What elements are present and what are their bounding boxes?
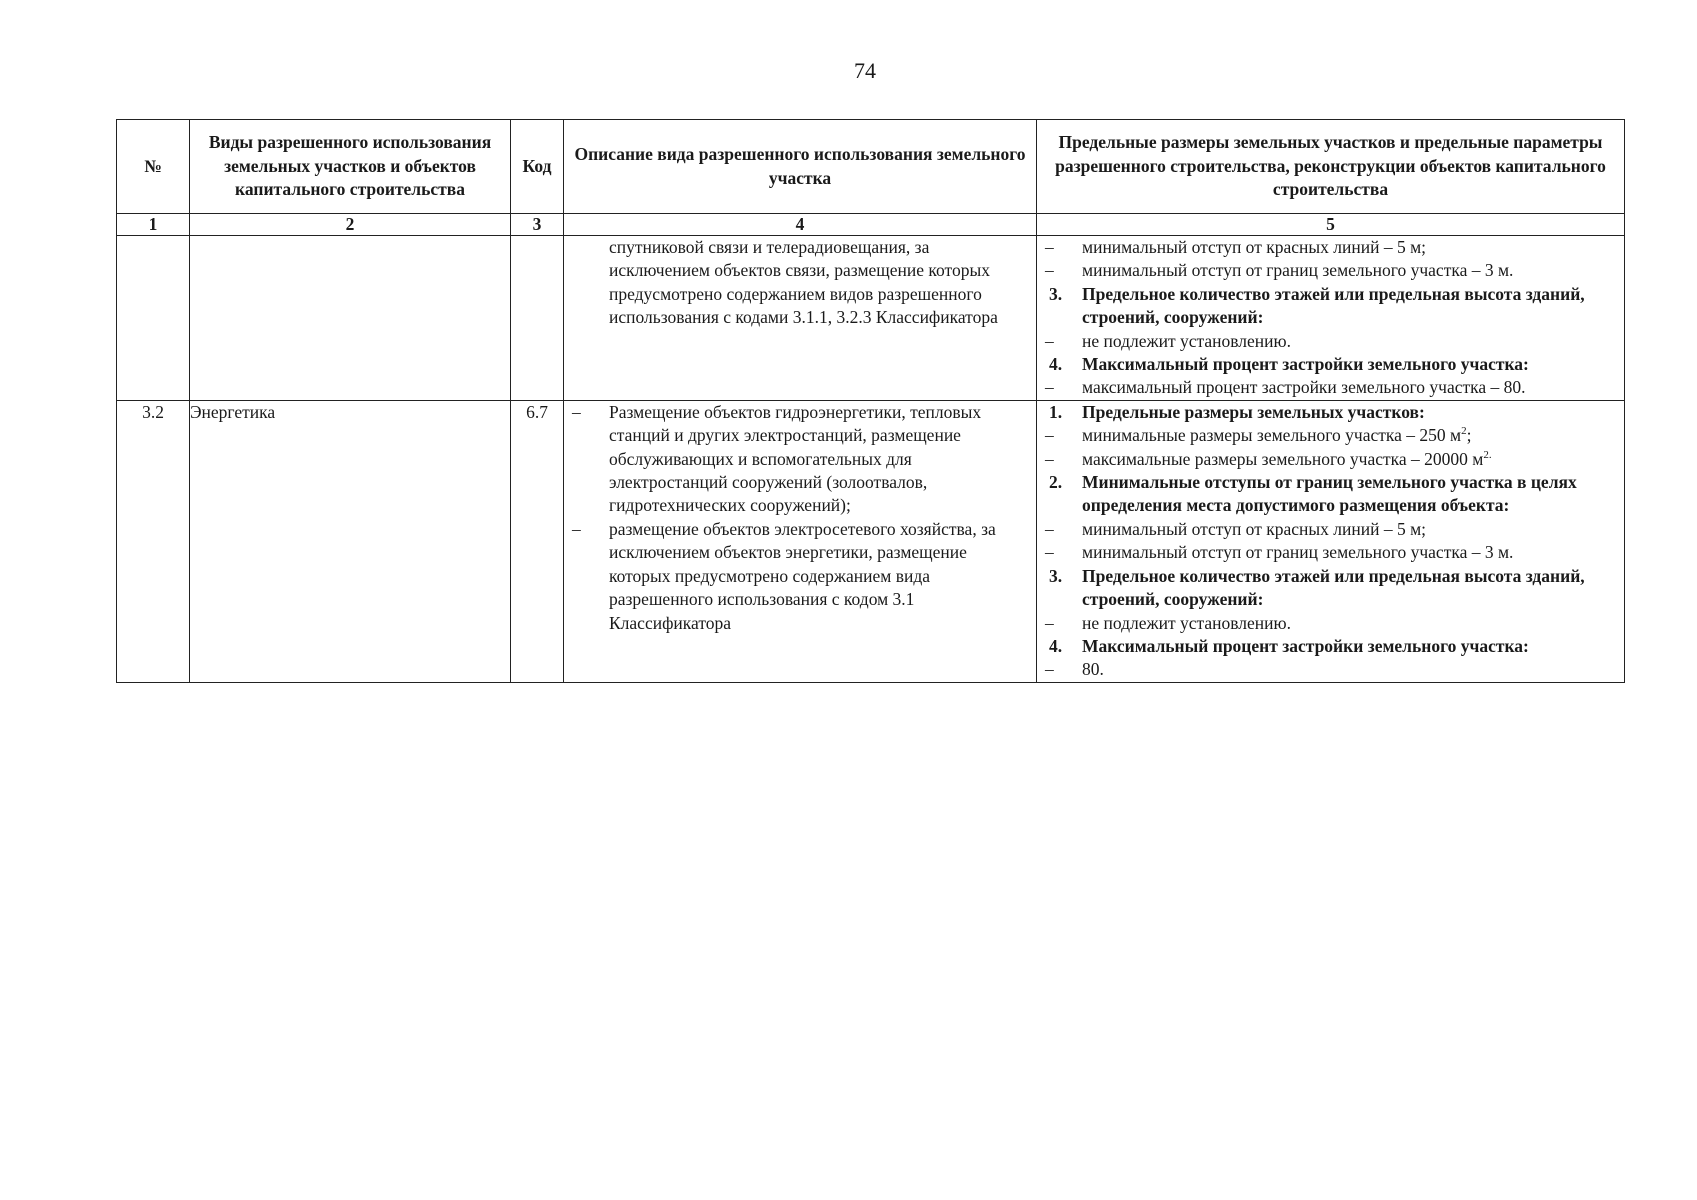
usage-description <box>564 400 1037 682</box>
column-number-row <box>117 214 1625 236</box>
list-marker: – <box>1045 542 1054 563</box>
parameter-text <box>1082 565 1624 612</box>
usage-code: 6.7 <box>511 400 564 682</box>
list-marker: 3. <box>1049 283 1063 304</box>
parameter-item <box>1037 259 1624 282</box>
parameter-main-text: минимальный отступ от красных линий – 5 м; <box>1082 518 1427 539</box>
parameter-text <box>1082 635 1624 658</box>
list-marker: – <box>1045 612 1054 633</box>
list-marker: – <box>1045 448 1054 469</box>
usage-code <box>511 236 564 401</box>
header-code: Код <box>511 120 564 214</box>
parameter-main-text: минимальные размеры земельного участка – 250 м <box>1082 425 1462 446</box>
list-marker: – <box>1045 377 1054 398</box>
parameter-text <box>1082 448 1624 471</box>
parameters-list <box>1037 400 1625 682</box>
parameter-text <box>1082 283 1624 330</box>
parameter-main-text: Минимальные отступы от границ земельного участка в целях определения места допустимого размещения объекта: <box>1082 472 1577 516</box>
parameter-main-text: 80. <box>1082 659 1104 680</box>
parameter-item <box>1037 376 1624 399</box>
list-marker: 3. <box>1049 565 1063 586</box>
parameter-main-text: не подлежит установлению. <box>1082 612 1291 633</box>
header-parameters: Предельные размеры земельных участков и предельные параметры разрешенного строительства, реконструкции объектов капитального строительства <box>1037 120 1625 214</box>
column-number: 5 <box>1037 214 1625 236</box>
parameter-heading <box>1037 401 1624 424</box>
description-text: спутниковой связи и телерадиовещания, за исключением объектов связи, размещение которых предусмотрено содержанием видов разрешенного использования с кодами 3.1.1, 3.2.3 Классификатора <box>609 237 998 328</box>
parameter-main-text: максимальный процент застройки земельного участка – 80. <box>1082 377 1526 398</box>
parameter-text <box>1082 612 1624 635</box>
parameter-item <box>1037 236 1624 259</box>
parameter-text <box>1082 259 1624 282</box>
list-marker: – <box>1045 260 1054 281</box>
table-header-row <box>117 120 1625 214</box>
list-marker: – <box>572 401 581 422</box>
parameter-main-text: минимальный отступ от границ земельного участка – 3 м. <box>1082 260 1514 281</box>
parameter-main-text: минимальный отступ от границ земельного участка – 3 м. <box>1082 542 1514 563</box>
list-marker <box>564 236 609 330</box>
column-number: 2 <box>190 214 511 236</box>
list-marker: 4. <box>1049 635 1063 656</box>
parameter-main-text: максимальные размеры земельного участка – 20000 м <box>1082 448 1484 469</box>
header-usage-types: Виды разрешенного использования земельных участков и объектов капитального строительства <box>190 120 511 214</box>
parameter-heading <box>1037 635 1624 658</box>
column-number: 1 <box>117 214 190 236</box>
description-item <box>564 401 1036 518</box>
parameter-text <box>1082 658 1624 681</box>
parameter-text <box>1082 518 1624 541</box>
parameter-text <box>1082 471 1624 518</box>
parameter-text <box>1082 330 1624 353</box>
column-number: 3 <box>511 214 564 236</box>
list-marker: 4. <box>1049 354 1063 375</box>
parameter-main-text: минимальный отступ от красных линий – 5 м; <box>1082 237 1427 257</box>
regulations-table <box>116 119 1625 683</box>
parameter-text <box>1082 401 1624 424</box>
header-number: № <box>117 120 190 214</box>
row-number <box>117 236 190 401</box>
parameter-item <box>1037 330 1624 353</box>
usage-description <box>564 236 1037 401</box>
list-marker: – <box>1045 237 1054 257</box>
row-number: 3.2 <box>117 400 190 682</box>
parameter-text <box>1082 236 1624 259</box>
table-row <box>117 236 1625 401</box>
parameter-text <box>1082 353 1624 376</box>
list-marker: 1. <box>1049 401 1063 422</box>
usage-type-name <box>190 236 511 401</box>
description-item <box>564 518 1036 635</box>
parameter-heading <box>1037 565 1624 612</box>
parameters-list <box>1037 236 1625 401</box>
list-marker: – <box>572 518 581 539</box>
parameter-main-text: Предельное количество этажей или предельная высота зданий, строений, сооружений: <box>1082 283 1585 328</box>
parameter-heading <box>1037 353 1624 376</box>
description-text: Размещение объектов гидроэнергетики, тепловых станций и других электростанций, размещение обслуживающих и вспомогательных для электростанций сооружений (золоотвалов, гидротехнических сооружений); <box>609 401 982 516</box>
parameter-main-text: Максимальный процент застройки земельного участка: <box>1082 635 1529 656</box>
parameter-item <box>1037 541 1624 564</box>
parameter-suffix: ; <box>1466 425 1472 446</box>
parameter-text <box>1082 541 1624 564</box>
parameter-heading <box>1037 283 1624 330</box>
parameter-main-text: Максимальный процент застройки земельного участка: <box>1082 354 1529 375</box>
list-marker: – <box>1045 659 1054 680</box>
parameter-item <box>1037 518 1624 541</box>
list-marker: – <box>1045 518 1054 539</box>
list-marker: 2. <box>1049 472 1063 493</box>
parameter-text <box>1082 376 1624 399</box>
usage-type-name: Энергетика <box>190 400 511 682</box>
parameter-item <box>1037 448 1624 471</box>
parameter-heading <box>1037 471 1624 518</box>
page-number: 74 <box>854 58 876 83</box>
list-marker: – <box>1045 425 1054 446</box>
table-row <box>117 400 1625 682</box>
description-text: размещение объектов электросетевого хозяйства, за исключением объектов энергетики, размещение которых предусмотрено содержанием вида разрешенного использования с кодом 3.1 Классификатора <box>609 518 996 633</box>
description-item <box>564 236 1036 330</box>
parameter-item <box>1037 612 1624 635</box>
parameter-item <box>1037 424 1624 447</box>
parameter-main-text: Предельное количество этажей или предельная высота зданий, строений, сооружений: <box>1082 565 1585 610</box>
unit-superscript: 2 <box>1461 425 1467 438</box>
parameter-item <box>1037 658 1624 681</box>
unit-superscript: 2. <box>1483 448 1492 461</box>
parameter-main-text: не подлежит установлению. <box>1082 330 1291 351</box>
column-number: 4 <box>564 214 1037 236</box>
parameter-text <box>1082 424 1624 447</box>
parameter-main-text: Предельные размеры земельных участков: <box>1082 401 1425 422</box>
header-description: Описание вида разрешенного использования земельного участка <box>564 120 1037 214</box>
list-marker: – <box>1045 330 1054 351</box>
